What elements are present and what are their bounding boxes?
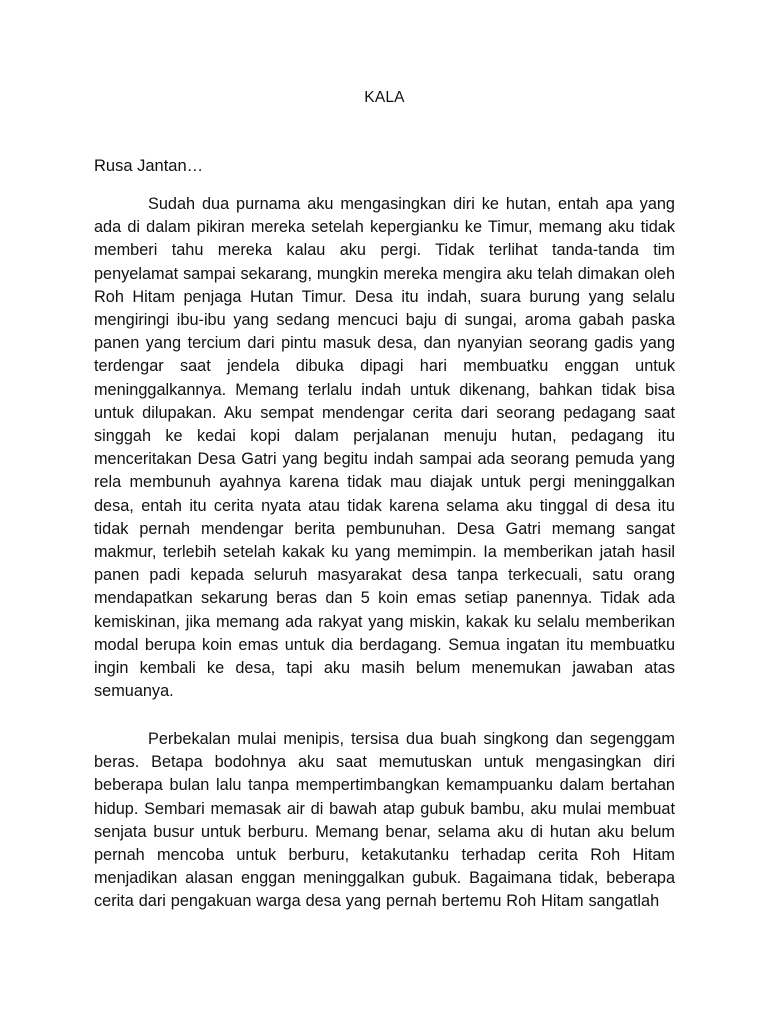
document-title: KALA — [364, 89, 405, 106]
chapter-heading: Rusa Jantan… — [94, 157, 204, 175]
body-paragraph-1: Sudah dua purnama aku mengasingkan diri ke hutan, entah apa yang ada di dalam pikiran mereka setelah kepergianku ke Timur, memang aku tidak memberi tahu mereka kalau aku pergi. Tidak terlihat tanda-tanda tim penyelamat sampai sekarang, mungkin mereka mengira aku telah dimakan oleh Roh Hitam penjaga Hutan Timur. Desa itu indah, suara burung yang selalu mengiringi ibu-ibu yang sedang mencuci baju di sungai, aroma gabah paska panen yang tercium dari pintu masuk desa, dan nyanyian seorang gadis yang terdengar saat jendela dibuka dipagi hari membuatku enggan untuk meninggalkannya. Memang terlalu indah untuk dikenang, bahkan tidak bisa untuk dilupakan. Aku sempat mendengar cerita dari seorang pedagang saat singgah ke kedai kopi dalam perjalanan menuju hutan, pedagang itu menceritakan Desa Gatri yang begitu indah sampai ada seorang pemuda yang rela membunuh ayahnya karena tidak mau diajak untuk pergi meninggalkan desa, entah itu cerita nyata atau tidak karena selama aku tinggal di desa itu tidak pernah mendengar berita pembunuhan. Desa Gatri memang sangat makmur, terlebih setelah kakak ku yang memimpin. Ia memberikan jatah hasil panen padi kepada seluruh masyarakat desa tanpa terkecuali, satu orang mendapatkan sekarung beras dan 5 koin emas setiap panennya. Tidak ada kemiskinan, jika memang ada rakyat yang miskin, kakak ku selalu memberikan modal berupa koin emas untuk dia berdagang. Semua ingatan itu membuatku ingin kembali ke desa, tapi aku masih belum menemukan jawaban atas semuanya. — [94, 195, 675, 701]
body-paragraph-2: Perbekalan mulai menipis, tersisa dua buah singkong dan segenggam beras. Betapa bodohnya aku saat memutuskan untuk mengasingkan diri beberapa bulan lalu tanpa mempertimbangkan kemampuanku dalam bertahan hidup. Sembari memasak air di bawah atap gubuk bambu, aku mulai membuat senjata busur untuk berburu. Memang benar, selama aku di hutan aku belum pernah mencoba untuk berburu, ketakutanku terhadap cerita Roh Hitam menjadikan alasan enggan meninggalkan gubuk. Bagaimana tidak, beberapa cerita dari pengakuan warga desa yang pernah bertemu Roh Hitam sangatlah — [94, 730, 675, 911]
document-page — [94, 0, 675, 1024]
